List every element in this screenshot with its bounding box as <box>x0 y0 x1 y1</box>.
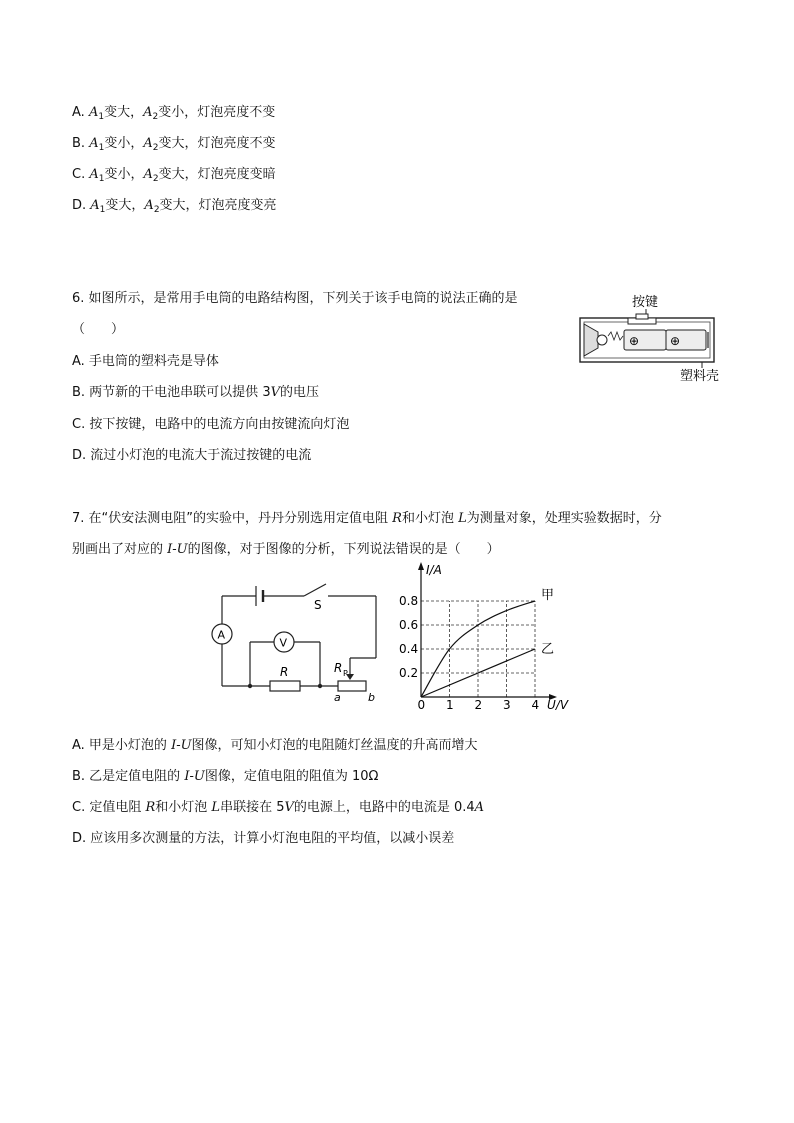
circuit-diagram <box>208 578 384 706</box>
x-tick-label-0: 0 <box>417 698 426 710</box>
svg-text:V: V <box>279 636 288 650</box>
x-tick-label-2: 2 <box>474 698 483 710</box>
q7-option-b: B. 乙是定值电阻的 I-U图像，定值电阻的阻值为 10Ω <box>72 769 379 784</box>
q7-option-c: C. 定值电阻 R和小灯泡 L串联接在 5V的电源上，电路中的电流是 0.4A <box>72 800 485 815</box>
y-axis-label: I/A <box>426 563 442 577</box>
chart-labels <box>399 563 569 710</box>
q7-option-d: D. 应该用多次测量的方法，计算小灯泡电阻的平均值，以减小误差 <box>72 831 455 846</box>
y-tick-label-0.2: 0.2 <box>399 666 419 680</box>
svg-text:b: b <box>368 691 375 704</box>
q5-option-a: A. $A_1$变大，$A_2$变小，灯泡亮度不变 <box>72 105 276 122</box>
q5-option-c: C. $A_1$变小，$A_2$变大，灯泡亮度变暗 <box>72 167 276 184</box>
q7-stem-line2: 别画出了对应的 I-U的图像，对于图像的分析，下列说法错误的是（ ） <box>72 542 500 557</box>
flashlight-figure <box>574 288 724 384</box>
bulb <box>597 335 607 345</box>
svg-text:a: a <box>334 691 341 704</box>
resistor-r <box>270 681 300 691</box>
switch-blade <box>304 584 326 596</box>
q5-option-b: B. $A_1$变小，$A_2$变大，灯泡亮度不变 <box>72 136 276 153</box>
svg-text:P: P <box>343 669 348 678</box>
key-label: 按键 <box>632 295 659 310</box>
svg-text:⊕: ⊕ <box>670 334 681 348</box>
x-tick-label-4: 4 <box>531 698 540 710</box>
shell-label: 塑料壳 <box>680 369 720 384</box>
svg-text:R: R <box>280 665 289 679</box>
y-axis-arrow <box>418 562 424 570</box>
y-tick-label-0.6: 0.6 <box>399 618 419 632</box>
x-axis-label: U/V <box>547 698 569 710</box>
svg-text:A: A <box>217 628 226 642</box>
x-tick-label-1: 1 <box>446 698 454 710</box>
x-tick-label-3: 3 <box>503 698 511 710</box>
svg-text:S: S <box>314 598 322 612</box>
q5-option-d: D. $A_1$变大，$A_2$变大，灯泡亮度变亮 <box>72 198 277 215</box>
svg-text:R: R <box>334 661 343 675</box>
series-jia-label: 甲 <box>541 588 555 603</box>
q6-option-d: D. 流过小灯泡的电流大于流过按键的电流 <box>72 448 312 463</box>
series-yi-label: 乙 <box>541 642 555 657</box>
y-tick-label-0.8: 0.8 <box>399 594 419 608</box>
q6-blank: （ ） <box>72 322 125 337</box>
q7-stem-line1: 7. 在“伏安法测电阻”的实验中，丹丹分别选用定值电阻 R和小灯泡 L为测量对象，处理实验数据时，分 <box>72 511 662 526</box>
q7-option-a: A. 甲是小灯泡的 I-U图像，可知小灯泡的电阻随灯丝温度的升高而增大 <box>72 738 478 753</box>
q6-stem: 6. 如图所示，是常用手电筒的电路结构图，下列关于该手电筒的说法正确的是 <box>72 291 518 306</box>
q6-option-b: B. 两节新的干电池串联可以提供 3V的电压 <box>72 385 319 400</box>
y-tick-label-0.4: 0.4 <box>399 642 419 656</box>
q6-option-a: A. 手电筒的塑料壳是导体 <box>72 354 219 369</box>
iu-chart <box>396 560 586 710</box>
rheostat-rp <box>338 681 366 691</box>
chart-grid <box>421 601 535 697</box>
q6-option-c: C. 按下按键，电路中的电流方向由按键流向灯泡 <box>72 417 350 432</box>
chart-axes <box>418 562 557 700</box>
svg-text:⊕: ⊕ <box>629 334 640 348</box>
